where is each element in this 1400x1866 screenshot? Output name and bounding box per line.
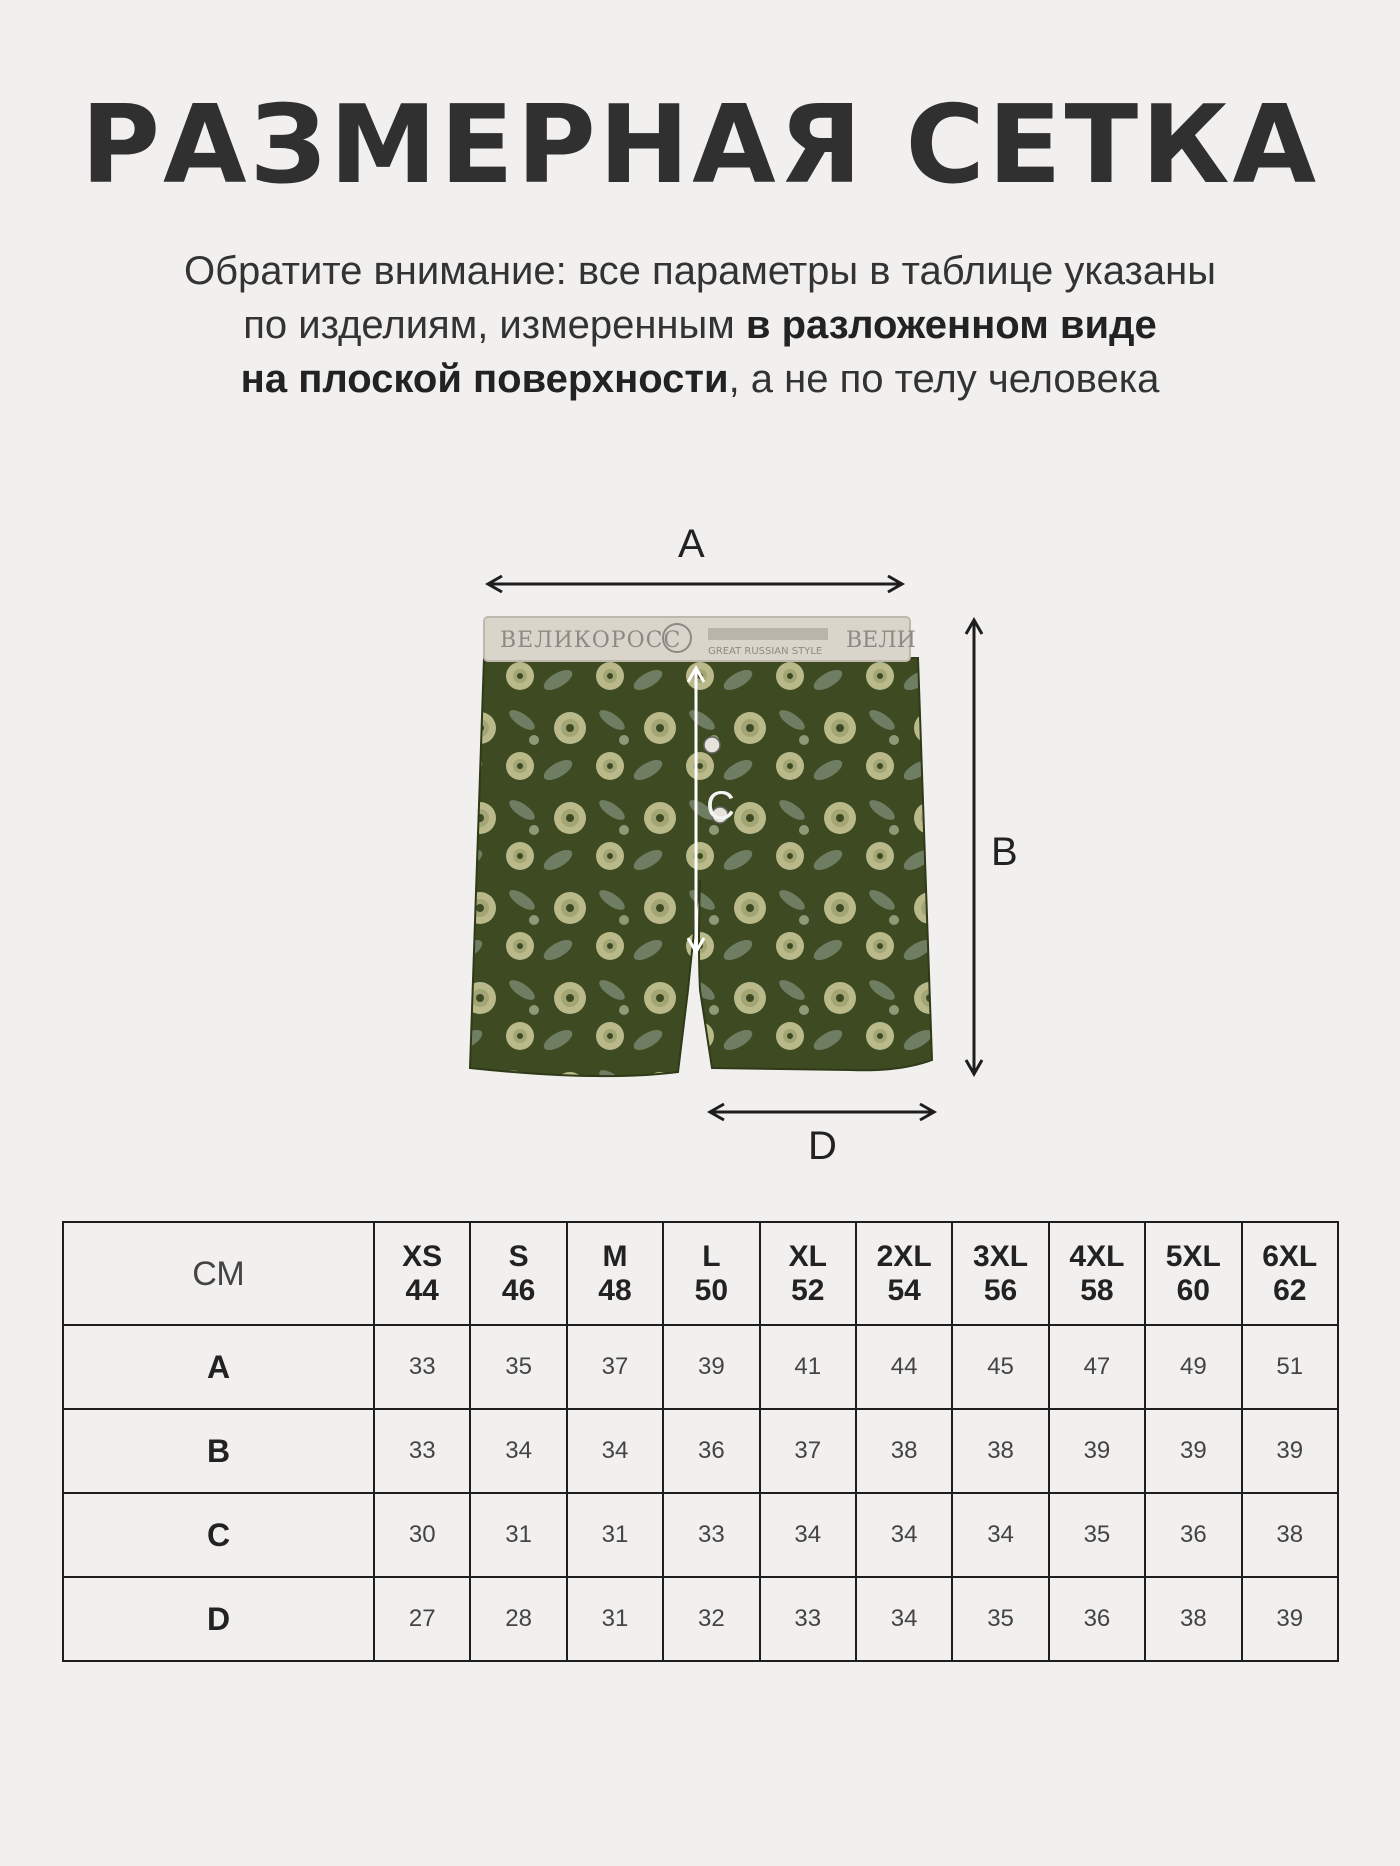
measurement-diagram [0,520,1400,1180]
table-cell: 36 [1049,1577,1145,1661]
table-cell: 36 [1145,1493,1241,1577]
table-row [63,1493,1338,1577]
table-cell: 41 [760,1325,856,1409]
table-cell: 38 [856,1409,952,1493]
table-cell: 39 [663,1325,759,1409]
table-cell: 35 [1049,1493,1145,1577]
table-cell: 34 [856,1493,952,1577]
row-label: A [63,1325,374,1409]
table-cell: 34 [470,1409,566,1493]
size-header: 3XL 56 [952,1222,1048,1325]
size-header: M 48 [567,1222,663,1325]
table-cell: 35 [952,1577,1048,1661]
waistband-brand-left: ВЕЛИКОРОСС [500,628,682,653]
table-cell: 33 [663,1493,759,1577]
row-label: D [63,1577,374,1661]
table-cell: 39 [1242,1409,1338,1493]
measurement-note [0,244,1400,406]
size-header: XS 44 [374,1222,470,1325]
note-line-3-regular: , а не по телу человека [728,357,1160,401]
table-row [63,1577,1338,1661]
waistband-brand-sub: GREAT RUSSIAN STYLE [708,646,823,657]
size-header: S 46 [470,1222,566,1325]
note-line-2 [0,298,1400,352]
label-b: B [991,830,1018,874]
table-cell: 33 [374,1409,470,1493]
table-cell: 49 [1145,1325,1241,1409]
table-cell: 27 [374,1577,470,1661]
table-cell: 31 [567,1577,663,1661]
table-cell: 38 [952,1409,1048,1493]
table-row [63,1325,1338,1409]
table-cell: 28 [470,1577,566,1661]
table-cell: 38 [1242,1493,1338,1577]
table-cell: 34 [760,1493,856,1577]
table-cell: 44 [856,1325,952,1409]
note-line-3-bold: на плоской поверхности [240,357,729,401]
size-header: 4XL 58 [1049,1222,1145,1325]
table-cell: 37 [567,1325,663,1409]
table-cell: 51 [1242,1325,1338,1409]
size-header: 5XL 60 [1145,1222,1241,1325]
note-line-1: Обратите внимание: все параметры в таблице указаны [184,249,1216,293]
table-cell: 31 [470,1493,566,1577]
label-c: C [706,784,735,828]
table-cell: 33 [374,1325,470,1409]
table-cell: 33 [760,1577,856,1661]
table-cell: 30 [374,1493,470,1577]
size-header: XL 52 [760,1222,856,1325]
table-cell: 35 [470,1325,566,1409]
size-header: 2XL 54 [856,1222,952,1325]
table-cell: 36 [663,1409,759,1493]
size-header-row [63,1222,1338,1325]
shorts-body [470,658,932,1076]
table-cell: 34 [567,1409,663,1493]
table-cell: 39 [1242,1577,1338,1661]
table-row [63,1409,1338,1493]
unit-header: СМ [63,1222,374,1325]
page-title: РАЗМЕРНАЯ СЕТКА [80,83,1320,208]
size-header: L 50 [663,1222,759,1325]
boxer-shorts-illustration [0,520,1400,1180]
label-d: D [808,1124,837,1168]
table-cell: 39 [1049,1409,1145,1493]
note-line-2-regular: по изделиям, измеренным [243,303,746,347]
note-line-2-bold: в разложенном виде [745,303,1157,347]
table-cell: 38 [1145,1577,1241,1661]
table-cell: 34 [952,1493,1048,1577]
table-cell: 39 [1145,1409,1241,1493]
table-cell: 34 [856,1577,952,1661]
table-cell: 31 [567,1493,663,1577]
table-cell: 45 [952,1325,1048,1409]
svg-text:ВЕЛИ: ВЕЛИ [846,628,916,653]
size-table [62,1221,1339,1662]
note-line-3 [0,352,1400,406]
row-label: B [63,1409,374,1493]
table-cell: 32 [663,1577,759,1661]
table-cell: 37 [760,1409,856,1493]
table-cell: 47 [1049,1325,1145,1409]
label-a: A [678,522,705,566]
size-header: 6XL 62 [1242,1222,1338,1325]
row-label: C [63,1493,374,1577]
